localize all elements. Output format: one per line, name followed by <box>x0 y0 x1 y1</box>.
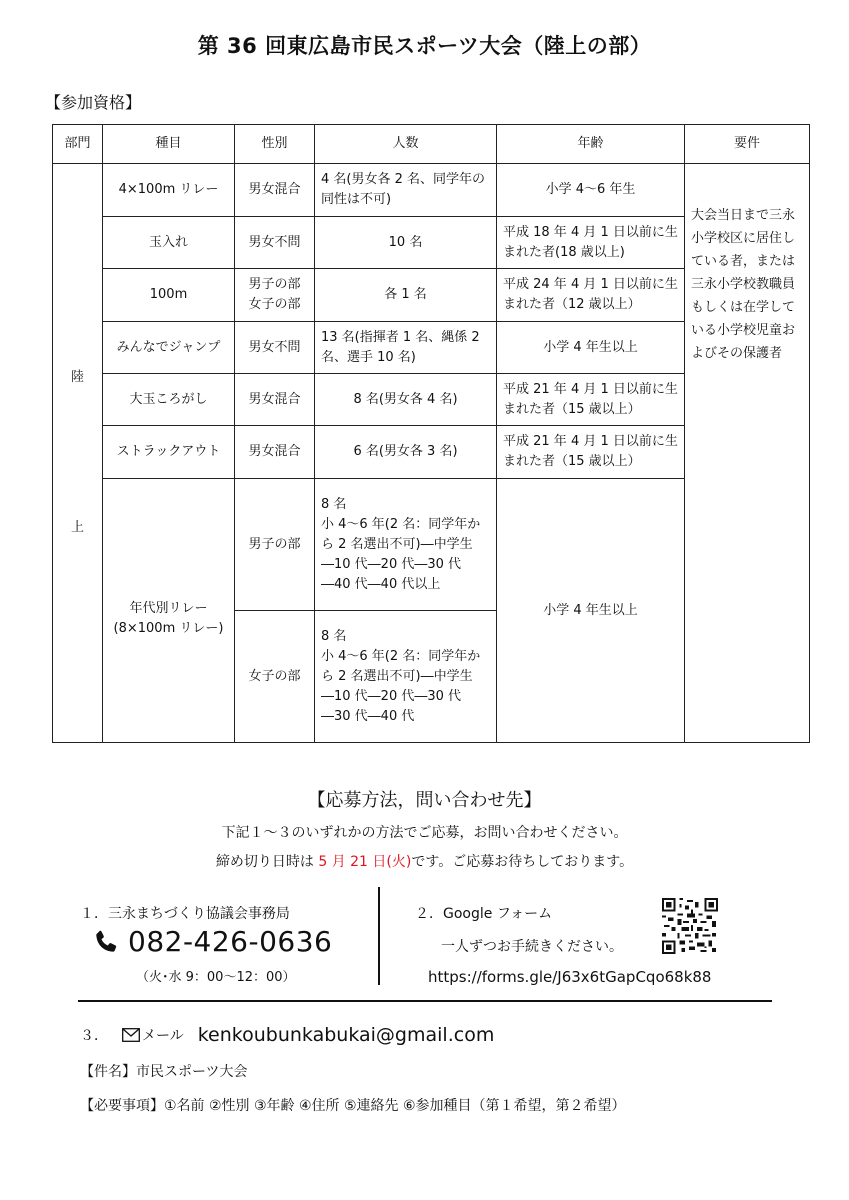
event-cell: みんなでジャンプ <box>103 322 235 374</box>
office-hours: （火･水 9：00～12：00） <box>136 970 296 985</box>
relay-age-cell: 小学 4 年生以上 <box>497 479 685 743</box>
table-row <box>53 164 810 217</box>
age-cell: 小学 4 年生以上 <box>497 322 685 374</box>
relay-girls-gender-cell: 女子の部 <box>235 611 315 743</box>
header-event: 種目 <box>103 125 235 164</box>
apply-instructions: 下記１～３のいずれかの方法でご応募，お問い合わせください。 <box>221 825 628 841</box>
qualification-table <box>52 124 810 743</box>
gender-cell: 男女混合 <box>235 374 315 426</box>
event-cell: ストラックアウト <box>103 426 235 479</box>
gender-cell: 男女混合 <box>235 164 315 217</box>
relay-girls-count-cell: 8 名 小 4～6 年(2 名：同学年から 2 名選出不可)―中学生―10 代―20 代―30 代―30 代―40 代 <box>315 611 497 743</box>
deadline-prefix: 締め切り日時は <box>215 854 319 870</box>
requirement-cell: 大会当日まで三永小学校区に居住している者，または三永小学校教職員もしくは在学している小学校児童およびその保護者 <box>685 164 810 743</box>
gender-cell: 男子の部 女子の部 <box>235 269 315 322</box>
age-cell: 平成 18 年 4 月 1 日以前に生まれた者(18 歳以上) <box>497 217 685 269</box>
section-label-qualification: 【参加資格】 <box>45 93 142 112</box>
division-char-1: 陸 <box>70 370 84 385</box>
count-cell: 6 名(男女各 3 名) <box>315 426 497 479</box>
relay-event-cell: 年代別リレー (8×100m リレー) <box>103 479 235 743</box>
required-items: 【必要事項】①名前 ②性別 ③年齢 ④住所 ⑤連絡先 ⑥参加種目（第１希望，第２希望） <box>80 1098 626 1114</box>
event-cell: 100m <box>103 269 235 322</box>
age-cell: 平成 21 年 4 月 1 日以前に生まれた者（15 歳以上） <box>497 426 685 479</box>
phone-number[interactable]: 082-426-0636 <box>128 925 333 958</box>
email-address[interactable]: kenkoubunkabukai@gmail.com <box>197 1024 495 1046</box>
age-cell: 小学 4～6 年生 <box>497 164 685 217</box>
qr-code-icon[interactable] <box>662 898 718 954</box>
count-cell: 8 名(男女各 4 名) <box>315 374 497 426</box>
count-cell: 13 名(指揮者 1 名、縄係 2 名、選手 10 名) <box>315 322 497 374</box>
table-header-row <box>53 125 810 164</box>
gender-cell: 男女不問 <box>235 217 315 269</box>
header-age: 年齢 <box>497 125 685 164</box>
mail-icon <box>122 1028 140 1042</box>
gender-cell: 男女不問 <box>235 322 315 374</box>
mail-subject: 【件名】市民スポーツ大会 <box>80 1064 248 1080</box>
deadline-suffix: です。ご応募お待ちしております。 <box>411 854 634 870</box>
method1-label: １．三永まちづくり協議会事務局 <box>80 906 290 922</box>
age-cell: 平成 24 年 4 月 1 日以前に生まれた者（12 歳以上） <box>497 269 685 322</box>
apply-deadline-line <box>0 851 849 871</box>
gender-cell: 男女混合 <box>235 426 315 479</box>
header-division: 部門 <box>53 125 103 164</box>
phone-row <box>92 925 332 958</box>
event-cell: 4×100m リレー <box>103 164 235 217</box>
method3-row <box>80 1024 494 1046</box>
division-char-2: 上 <box>70 520 84 535</box>
event-cell: 大玉ころがし <box>103 374 235 426</box>
method2-note: 一人ずつお手続きください。 <box>441 939 623 955</box>
apply-section-title: 【応募方法，問い合わせ先】 <box>307 790 542 811</box>
google-form-link[interactable]: https://forms.gle/J63x6tGapCqo68k88 <box>428 968 712 986</box>
method2-label: ２．Google フォーム <box>415 906 553 922</box>
relay-boys-count-cell: 8 名 小 4～6 年(2 名：同学年から 2 名選出不可)―中学生―10 代―20 代―30 代―40 代―40 代以上 <box>315 479 497 611</box>
vertical-divider <box>378 887 380 985</box>
horizontal-divider <box>78 1000 772 1002</box>
method3-number: ３． <box>80 1028 108 1044</box>
deadline-date: 5 月 21 日(火) <box>318 854 412 870</box>
division-cell <box>53 164 103 743</box>
header-requirement: 要件 <box>685 125 810 164</box>
count-cell: 10 名 <box>315 217 497 269</box>
relay-boys-gender-cell: 男子の部 <box>235 479 315 611</box>
page-title: 第 36 回東広島市民スポーツ大会（陸上の部） <box>197 34 652 58</box>
mail-label: メール <box>142 1028 184 1044</box>
header-count: 人数 <box>315 125 497 164</box>
header-gender: 性別 <box>235 125 315 164</box>
event-cell: 玉入れ <box>103 217 235 269</box>
age-cell: 平成 21 年 4 月 1 日以前に生まれた者（15 歳以上） <box>497 374 685 426</box>
phone-icon <box>92 928 120 956</box>
count-cell: 4 名(男女各 2 名、同学年の同性は不可) <box>315 164 497 217</box>
count-cell: 各 1 名 <box>315 269 497 322</box>
